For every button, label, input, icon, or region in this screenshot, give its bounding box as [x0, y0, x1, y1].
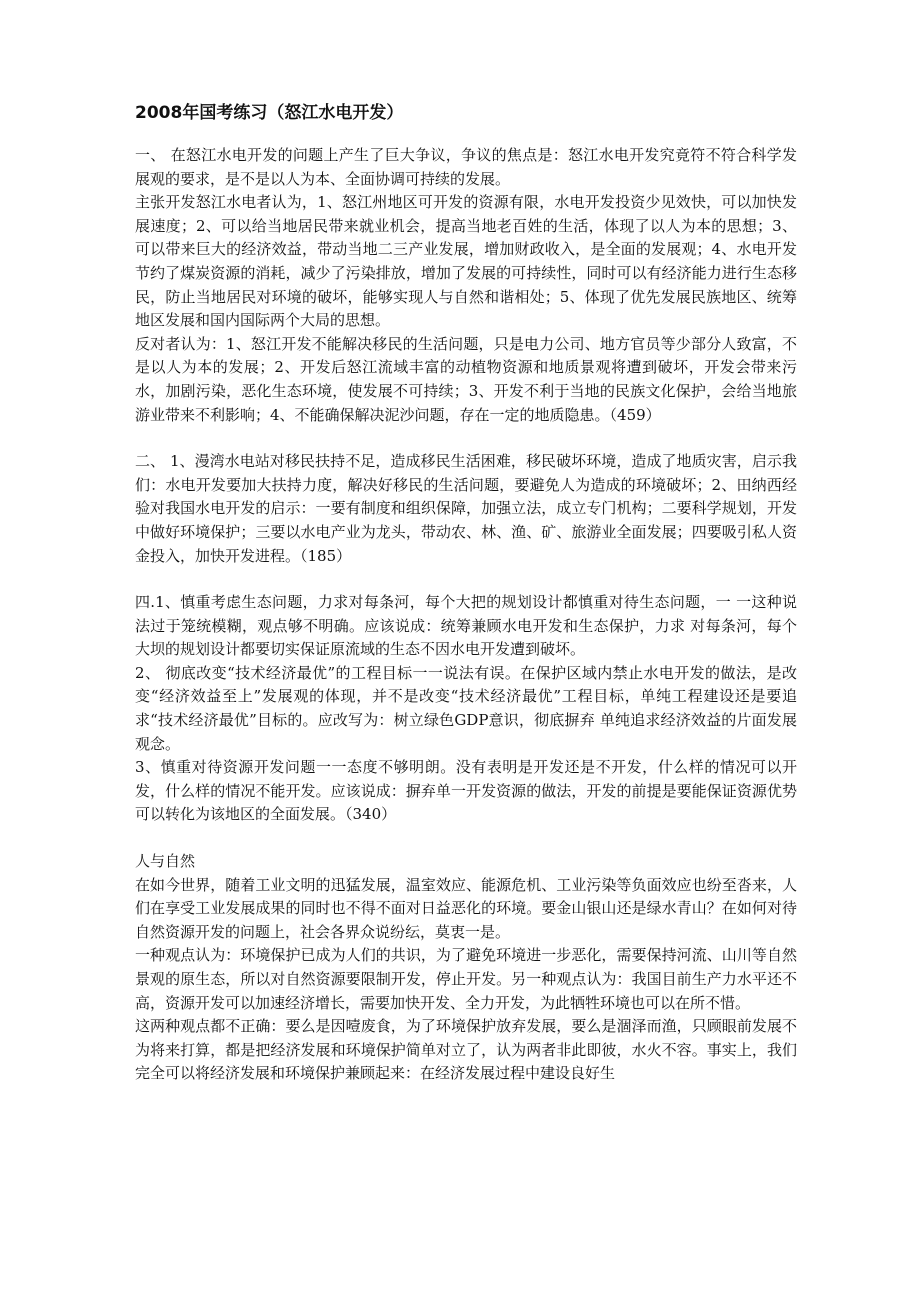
section-1-intro: 一、 在怒江水电开发的问题上产生了巨大争议，争议的焦点是：怒江水电开发究竟符不符合科学发展观的要求，是不是以人为本、全面协调可持续的发展。	[135, 146, 797, 188]
section-1	[135, 144, 797, 427]
section-2-body: 二、 1、漫湾水电站对移民扶持不足，造成移民生活困难，移民破坏环境，造成了地质灾害，启示我们：水电开发要加大扶持力度，解决好移民的生活问题，要避免人为造成的环境破坏；2、田纳西经验对我国水电开发的启示：一要有制度和组织保障，加强立法，成立专门机构；二要科学规划，开发中做好环境保护；三要以水电产业为龙头，带动农、林、渔、矿、旅游业全面发展；四要吸引私人资金投入，加快开发进程。（185）	[135, 452, 797, 565]
section-4-item-3: 3、慎重对待资源开发问题一一态度不够明朗。没有表明是开发还是不开发，什么样的情况可以开发，什么样的情况不能开发。应该说成：摒弃单一开发资源的做法，开发的前提是要能保证资源优势可以转化为该地区的全面发展。（340）	[135, 758, 797, 824]
section-4-item-1: 四.1、慎重考虑生态问题，力求对每条河，每个大把的规划设计都慎重对待生态问题，一 一这种说法过于笼统模糊，观点够不明确。应该说成：统筹兼顾水电开发和生态保护，力求 对每条河，每个大坝的规划设计都要切实保证原流域的生态不因水电开发遭到破坏。	[135, 593, 797, 659]
section-5-para-2: 一种观点认为：环境保护已成为人们的共识，为了避免环境进一步恶化，需要保持河流、山川等自然景观的原生态，所以对自然资源要限制开发，停止开发。另一种观点认为：我国目前生产力水平还不高，资源开发可以加速经济增长，需要加快开发、全力开发，为此牺牲环境也可以在所不惜。	[135, 946, 797, 1012]
section-5-para-3: 这两种观点都不正确：要么是因噎废食，为了环境保护放弃发展，要么是涸泽而渔，只顾眼前发展不为将来打算，都是把经济发展和环境保护简单对立了，认为两者非此即彼，水火不容。事实上，我们完全可以将经济发展和环境保护兼顾起来：在经济发展过程中建设良好生	[135, 1017, 797, 1083]
document-title: 2008年国考练习（怒江水电开发）	[135, 103, 404, 123]
paragraph-gap	[135, 427, 797, 450]
section-4	[135, 591, 797, 827]
section-4-item-2: 2、 彻底改变“技术经济最优”的工程目标一一说法有误。在保护区域内禁止水电开发的做法，是改变“经济效益至上”发展观的体现，并不是改变“技术经济最优”工程目标，单纯工程建设还是要追求“技术经济最优”目标的。应改写为：树立绿色GDP意识，彻底摒弃 单纯追求经济效益的片面发展观念。	[135, 663, 797, 753]
paragraph-gap	[135, 568, 797, 591]
section-2	[135, 450, 797, 568]
paragraph-gap	[135, 827, 797, 850]
section-1-supporters: 主张开发怒江水电者认为，1、怒江州地区可开发的资源有限，水电开发投资少见效快，可以加快发展速度；2、可以给当地居民带来就业机会，提高当地老百姓的生活，体现了以人为本的思想；3、可以带来巨大的经济效益，带动当地二三产业发展，增加财政收入，是全面的发展观；4、水电开发节约了煤炭资源的消耗，减少了污染排放，增加了发展的可持续性，同时可以有经济能力进行生态移民，防止当地居民对环境的破坏，能够实现人与自然和谐相处；5、体现了优先发展民族地区、统筹地区发展和国内国际两个大局的思想。	[135, 193, 797, 330]
section-1-opponents: 反对者认为：1、怒江开发不能解决移民的生活问题，只是电力公司、地方官员等少部分人致富，不是以人为本的发展；2、开发后怒江流域丰富的动植物资源和地质景观将遭到破坏，开发会带来污水，加剧污染，恶化生态环境，使发展不可持续；3、开发不利于当地的民族文化保护，会给当地旅游业带来不利影响；4、不能确保解决泥沙问题，存在一定的地质隐患。（459）	[135, 334, 797, 424]
section-5-para-1: 在如今世界，随着工业文明的迅猛发展，温室效应、能源危机、工业污染等负面效应也纷至沓来，人们在享受工业发展成果的同时也不得不面对日益恶化的环境。要金山银山还是绿水青山？在如何对待自然资源开发的问题上，社会各界众说纷纭，莫衷一是。	[135, 875, 797, 941]
section-5	[135, 850, 797, 1086]
document-page	[135, 100, 797, 1086]
section-5-heading: 人与自然	[135, 852, 196, 871]
